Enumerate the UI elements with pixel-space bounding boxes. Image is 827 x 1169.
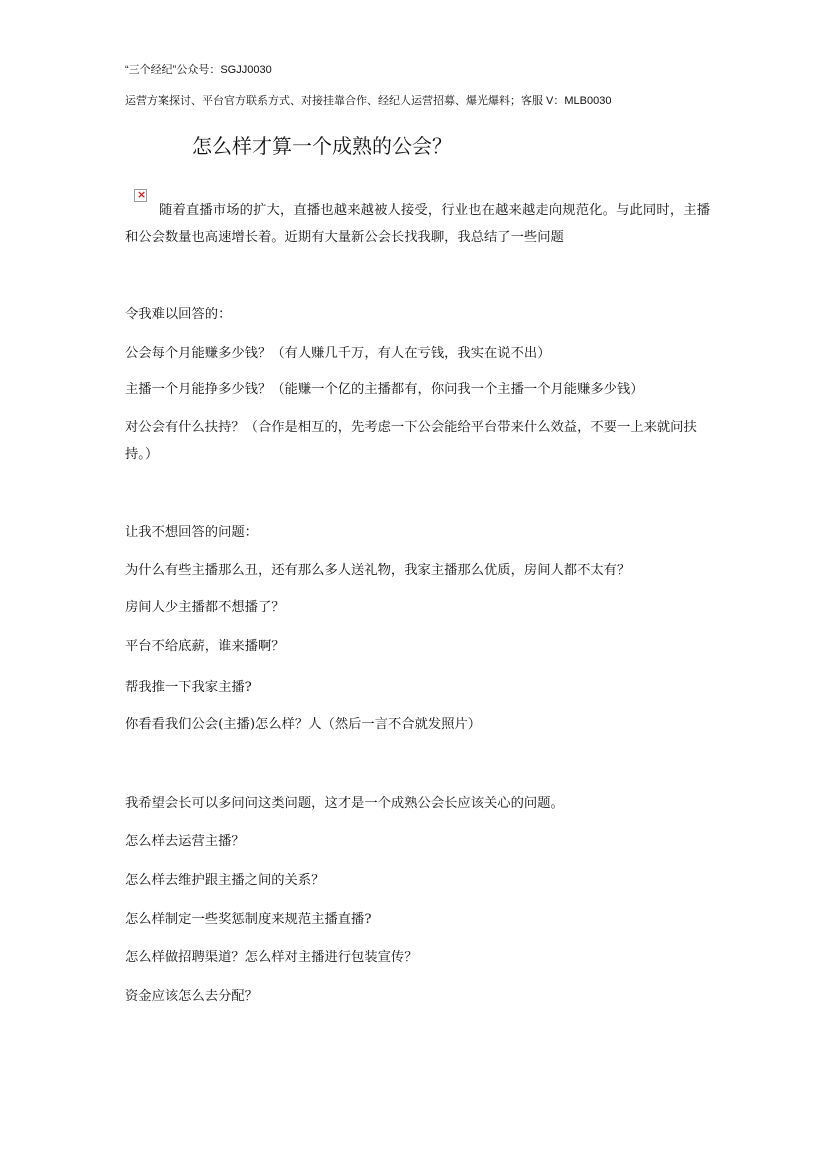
header-account-line: “三个经纪”公众号：SGJJ0030: [125, 64, 272, 76]
section3-item: 怎么样制定一些奖惩制度来规范主播直播?: [125, 912, 372, 927]
section3-item: 怎么样去运营主播？: [125, 834, 245, 849]
section2-item: 平台不给底薪，谁来播啊？: [125, 639, 285, 654]
section3-item: 怎么样做招聘渠道？怎么样对主播进行包装宣传？: [125, 950, 418, 965]
broken-image-icon: ×: [134, 189, 147, 202]
header-services-line: 运营方案探讨、平台官方联系方式、对接挂靠合作、经纪人运营招募、爆光爆料；客服 V：MLB0030: [125, 95, 612, 107]
section1-item: 主播一个月能挣多少钱？（能赚一个亿的主播都有，你问我一个主播一个月能赚多少钱）: [125, 382, 644, 397]
section2-item: 为什么有些主播那么丑，还有那么多人送礼物，我家主播那么优质，房间人都不太有？: [125, 563, 631, 578]
section3-heading: 我希望会长可以多问问这类问题，这才是一个成熟公会长应该关心的问题。: [125, 796, 564, 811]
section1-heading: 令我难以回答的：: [125, 307, 232, 322]
intro-paragraph: 随着直播市场的扩大，直播也越来越被人接受，行业也在越来越走向规范化。与此同时，主播和公会数量也高速增长着。近期有大量新公会长找我聊，我总结了一些问题: [125, 203, 710, 245]
section1-item: 公会每个月能赚多少钱？（有人赚几千万，有人在亏钱，我实在说不出）: [125, 346, 551, 361]
section1-item: 对公会有什么扶持？（合作是相互的，先考虑一下公会能给平台带来什么效益，不要一上来就问扶持。）: [125, 420, 697, 462]
section2-item: 你看看我们公会(主播)怎么样？人（然后一言不合就发照片）: [125, 717, 482, 732]
section2-item: 房间人少主播都不想播了？: [125, 600, 285, 615]
section3-item: 怎么样去维护跟主播之间的关系？: [125, 873, 325, 888]
section2-heading: 让我不想回答的问题：: [125, 525, 258, 540]
section2-item: 帮我推一下我家主播?: [125, 680, 252, 695]
section3-item: 资金应该怎么去分配？: [125, 989, 258, 1004]
page-title: 怎么样才算一个成熟的公会？: [192, 134, 452, 158]
